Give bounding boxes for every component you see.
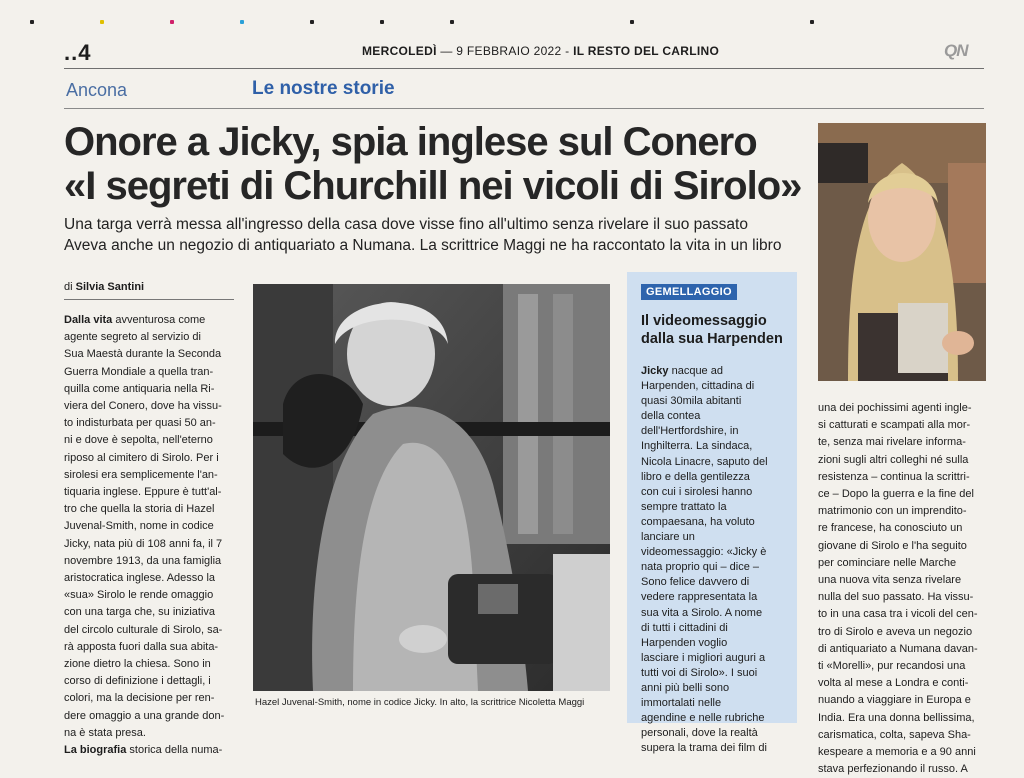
sidebar-line: vedere rappresentata la (641, 591, 758, 604)
section-title: Le nostre storie (252, 78, 395, 99)
jicky-archive-photo (253, 284, 610, 691)
column-1-line: to indisturbata per quasi 50 an- (64, 417, 216, 430)
byline (64, 281, 234, 293)
header-rule (64, 68, 984, 69)
photo-caption: Hazel Juvenal-Smith, nome in codice Jicky. In alto, la scrittrice Nicoletta Maggi (255, 697, 585, 708)
sidebar-line: lanciare un (641, 531, 695, 544)
sidebar-line: libro e della gentilezza (641, 470, 750, 483)
column-1-line: riposo al cimitero di Sirolo. Per i (64, 451, 219, 464)
column-1-line: corso di definizione i dettagli, i (64, 675, 211, 688)
column-1-line: agente segreto al servizio di (64, 331, 201, 344)
column-3-line: to in una casa tra i vicoli del cen- (818, 608, 978, 621)
article-column-3 (818, 400, 990, 778)
column-1-line: tro che quella la storia di Hazel (64, 503, 215, 516)
column-1-line: viera del Conero, dove ha vissu- (64, 400, 222, 413)
subheadline-line1: Una targa verrà messa all'ingresso della casa dove visse fino all'ultimo senza rivelare il suo passato (64, 216, 748, 233)
column-1-line: Guerra Mondiale a quella tran- (64, 365, 214, 378)
column-3-line: si catturati e scampati alla mor- (818, 419, 971, 432)
subheadline-line2: Aveva anche un negozio di antiquariato a Numana. La scrittrice Maggi ne ha raccontato la vita in un libro (64, 237, 782, 254)
column-1-lead: Dalla vita (64, 314, 113, 326)
column-1-line: Juvenal-Smith, nome in codice (64, 520, 214, 533)
column-3-line: ti «Morelli», pur recandosi una (818, 660, 966, 673)
column-1-line: zione dietro la chiesa. Sono in (64, 658, 211, 671)
column-3-line: ce – Dopo la guerra e la fine del (818, 488, 974, 501)
byline-author: Silvia Santini (75, 281, 145, 293)
header-newspaper: IL RESTO DEL CARLINO (573, 44, 720, 58)
header-day: MERCOLEDÌ (362, 44, 437, 58)
print-registration-marks (30, 20, 850, 26)
header-date: 9 FEBBRAIO 2022 (456, 44, 562, 58)
column-3-line: nuando a viaggiare in Europa e (818, 694, 971, 707)
column-3-line: kespeare a memoria e a 90 anni (818, 746, 976, 759)
column-3-line: te, senza mai rivelare informa- (818, 436, 966, 449)
column-1-line: con una targa che, su iniziativa (64, 606, 216, 619)
sidebar-lead: Jicky (641, 365, 669, 377)
column-1-line: ni e dove è sepolta, nell'eterno (64, 434, 213, 447)
sidebar-line: Jicky nacque ad (641, 365, 723, 377)
sidebar-line: Harpenden, cittadina di (641, 380, 755, 393)
column-1-line: del circolo culturale di Sirolo, sa- (64, 623, 223, 636)
column-1-line: quilla come antiquaria nella Ri- (64, 382, 215, 395)
column-3-line: India. Era una donna bellissima, (818, 711, 975, 724)
byline-prefix: di (64, 281, 73, 293)
column-1-line: novembre 1913, da una famiglia (64, 554, 222, 567)
sidebar-line: tutti voi di Sirolo». I suoi (641, 666, 758, 679)
sidebar-title-line2: dalla sua Harpenden (641, 331, 783, 347)
sidebar-line: personali, dove la realtà (641, 727, 758, 740)
running-header: MERCOLEDÌ — 9 FEBBRAIO 2022 - IL RESTO DEL CARLINO (362, 44, 720, 58)
sidebar-line: anni più belli sono (641, 681, 730, 694)
column-1-line: rà apposta fuori dalla sua abita- (64, 640, 219, 653)
column-3-line: una dei pochissimi agenti ingle- (818, 402, 972, 414)
headline-line1: Onore a Jicky, spia inglese sul Conero (64, 120, 757, 164)
headline-line2: «I segreti di Churchill nei vicoli di Sirolo» (64, 164, 802, 208)
sidebar-line: immortalati nelle (641, 697, 722, 710)
column-3-line: giovane di Sirolo e l'ha seguito (818, 539, 967, 552)
column-3-line: zioni sugli altri colleghi né sulla (818, 453, 969, 466)
section-rule (64, 108, 984, 109)
sidebar-text (641, 364, 791, 756)
sidebar-line: Sono felice davvero di (641, 576, 750, 589)
sidebar-tag: GEMELLAGGIO (641, 284, 737, 300)
column-3-line: volta al mese a Londra e conti- (818, 677, 969, 690)
column-3-line: carismatica, colta, sapeva Sha- (818, 728, 971, 741)
column-1-next-lead: La biografia (64, 744, 127, 757)
column-3-line: per cominciare nelle Marche (818, 556, 957, 569)
sidebar-line: supera la trama dei film di (641, 742, 767, 755)
column-3-line: re francese, ha conosciuto un (818, 522, 963, 535)
sidebar-line: lasciare i migliori auguri a (641, 651, 766, 664)
sidebar-line: sempre trattato la (641, 500, 727, 513)
byline-rule (64, 299, 234, 300)
column-1-line: sirolesi era semplicemente l'an- (64, 468, 218, 481)
sidebar-title (641, 312, 791, 348)
sidebar-line: compaesana, ha voluto (641, 515, 755, 528)
column-3-line: tro di Sirolo e aveva un negozio (818, 625, 973, 638)
column-1-line: tiquaria inglese. Eppure è tutt'al- (64, 486, 222, 499)
sidebar-line: videomessaggio: «Jicky è (641, 546, 767, 559)
column-1-line: Dalla vita avventurosa come (64, 314, 206, 326)
sidebar-line: Nicola Linacre, saputo del (641, 455, 768, 468)
sidebar-line: sua vita a Sirolo. A nome (641, 606, 763, 619)
column-1-line: «sua» Sirolo le rende omaggio (64, 589, 214, 602)
page-number: ..4 (64, 40, 92, 65)
column-1-line: na è stata presa. (64, 726, 146, 739)
column-1-line: colori, ma la decisione per ren- (64, 692, 215, 705)
column-1-line: dere omaggio a una grande don- (64, 709, 225, 722)
article-column-1 (64, 312, 236, 759)
column-1-continuation (64, 742, 236, 759)
sidebar-line: di tutti i cittadini di (641, 621, 728, 634)
subheadline (64, 214, 814, 256)
author-portrait-photo (818, 123, 986, 381)
column-1-line: Jicky, nata più di 108 anni fa, il 7 (64, 537, 223, 550)
column-3-line: di antiquariato a Numana davan- (818, 642, 978, 655)
sidebar-line: della contea (641, 410, 701, 423)
sidebar-line: Harpenden voglio (641, 636, 728, 649)
sidebar-line: dell'Hertfordshire, in (641, 425, 739, 438)
sidebar-title-line1: Il videomessaggio (641, 313, 767, 329)
column-1-line: Sua Maestà durante la Seconda (64, 348, 222, 361)
column-3-line: matrimonio con un imprendito- (818, 505, 967, 518)
column-1-next-text: storica della numa- (126, 744, 223, 757)
column-3-line: resistenza – continua la scrittri- (818, 470, 970, 483)
section-city: Ancona (66, 80, 128, 100)
headline (64, 120, 814, 208)
column-1-line: aristocratica inglese. Adesso la (64, 572, 216, 585)
sidebar-line: agendine e nelle rubriche (641, 712, 765, 725)
sidebar-line: nata proprio qui – dice – (641, 561, 760, 574)
column-3-line: nulla del suo passato. Ha vissu- (818, 591, 974, 604)
sidebar-line: quasi 30mila abitanti (641, 395, 742, 408)
column-3-line: stava perfezionando il russo. A (818, 763, 968, 776)
column-3-line: una nuova vita senza rivelare (818, 574, 962, 587)
qn-logo: QN (944, 41, 968, 60)
sidebar-line: con cui i sirolesi hanno (641, 485, 753, 498)
sidebar-line: Inghilterra. La sindaca, (641, 440, 753, 453)
